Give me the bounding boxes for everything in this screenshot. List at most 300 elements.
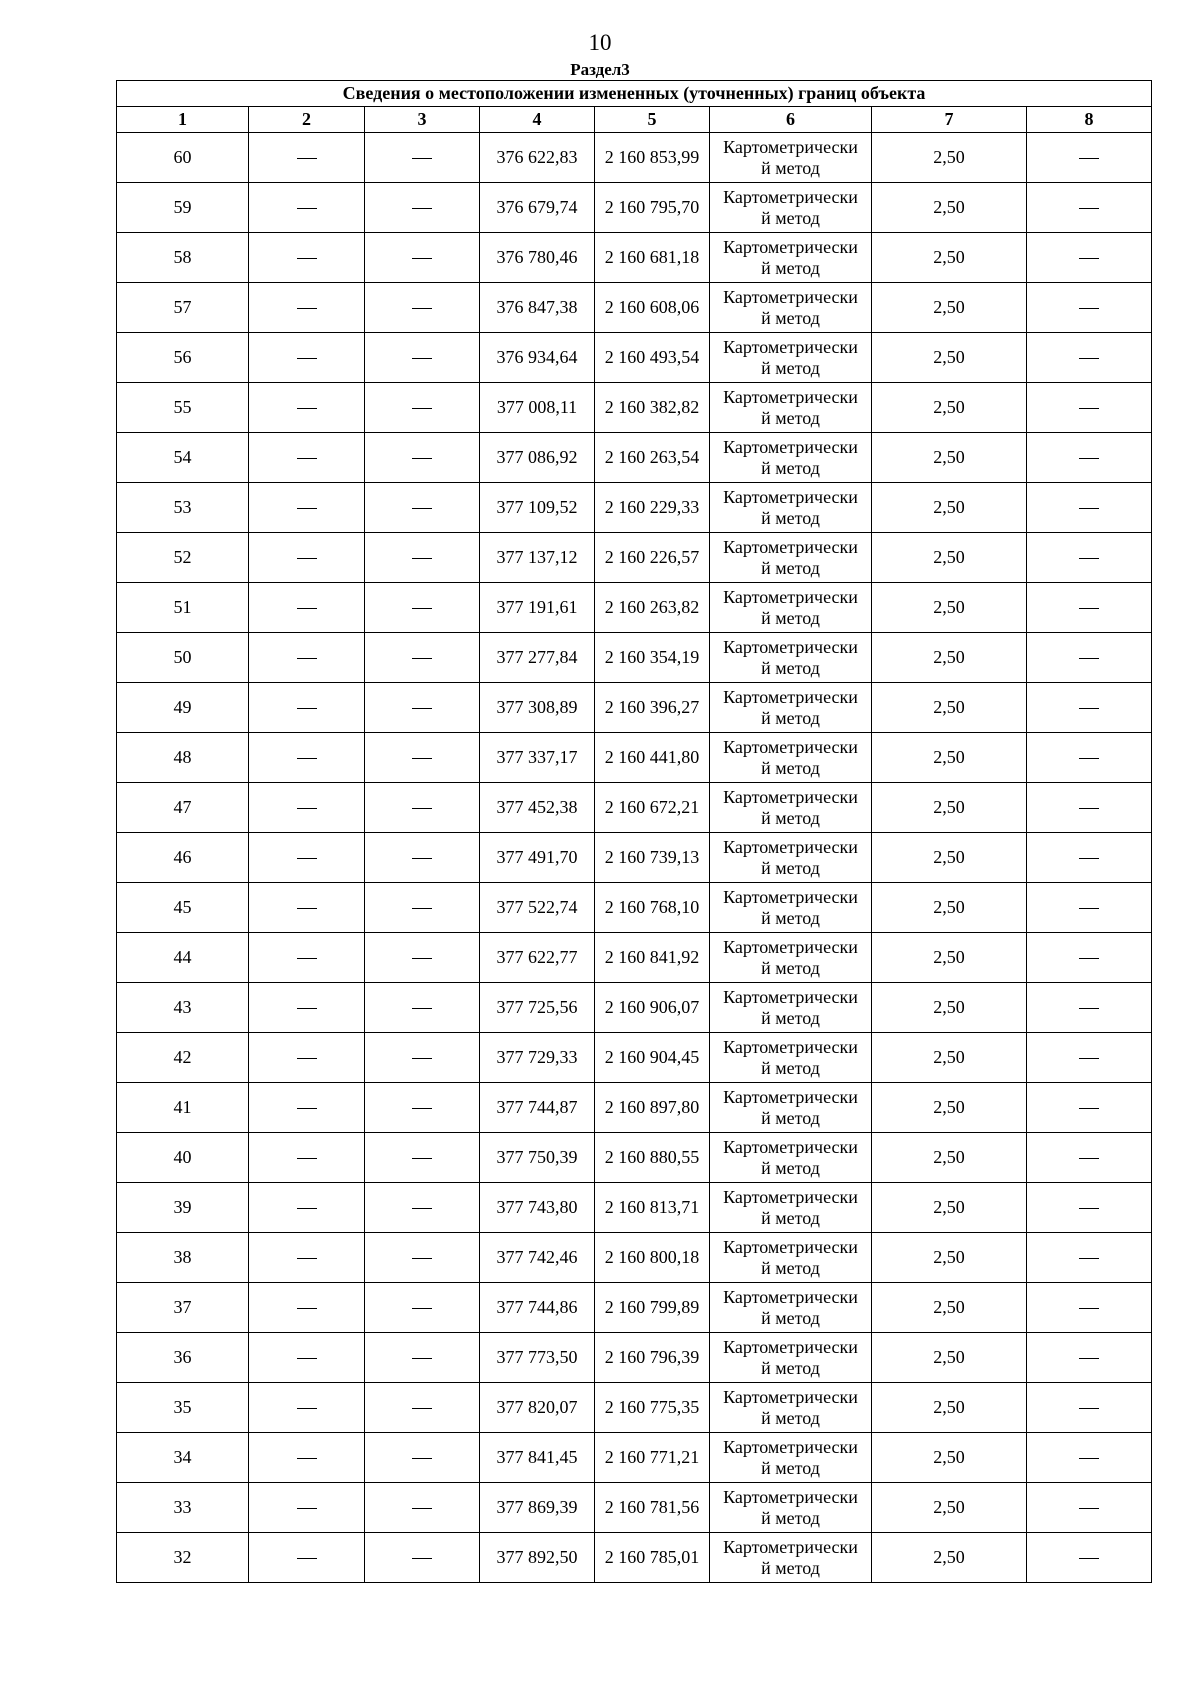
empty-value-cell <box>365 1283 480 1333</box>
empty-value-cell <box>1027 433 1152 483</box>
method-cell <box>710 333 872 383</box>
empty-value-cell <box>249 433 365 483</box>
accuracy-cell: 2,50 <box>872 1183 1027 1233</box>
point-number-cell: 40 <box>117 1133 249 1183</box>
accuracy-cell: 2,50 <box>872 133 1027 183</box>
accuracy-cell: 2,50 <box>872 933 1027 983</box>
method-cell <box>710 1333 872 1383</box>
table-row <box>117 1483 1152 1533</box>
table-row <box>117 1183 1152 1233</box>
table-row <box>117 1233 1152 1283</box>
dash-mark <box>412 858 432 859</box>
dash-mark <box>1079 1008 1099 1009</box>
y-coordinate-cell: 2 160 681,18 <box>595 233 710 283</box>
x-coordinate-cell: 377 892,50 <box>480 1533 595 1583</box>
table-row <box>117 983 1152 1033</box>
accuracy-cell: 2,50 <box>872 183 1027 233</box>
dash-mark <box>297 1308 317 1309</box>
column-header: 1 <box>117 107 249 133</box>
method-line-1: Картометрически <box>723 1436 858 1457</box>
point-number-cell: 57 <box>117 283 249 333</box>
x-coordinate-cell: 377 750,39 <box>480 1133 595 1183</box>
method-line-2: й метод <box>761 607 820 628</box>
empty-value-cell <box>1027 1533 1152 1583</box>
point-number-cell: 50 <box>117 633 249 683</box>
column-header: 2 <box>249 107 365 133</box>
x-coordinate-cell: 376 622,83 <box>480 133 595 183</box>
point-number-cell: 44 <box>117 933 249 983</box>
empty-value-cell <box>1027 633 1152 683</box>
y-coordinate-cell: 2 160 800,18 <box>595 1233 710 1283</box>
dash-mark <box>412 1558 432 1559</box>
method-line-1: Картометрически <box>723 236 858 257</box>
method-line-1: Картометрически <box>723 536 858 557</box>
point-number-cell: 54 <box>117 433 249 483</box>
method-line-2: й метод <box>761 657 820 678</box>
method-cell <box>710 833 872 883</box>
point-number-cell: 42 <box>117 1033 249 1083</box>
table-row <box>117 333 1152 383</box>
empty-value-cell <box>249 583 365 633</box>
empty-value-cell <box>1027 683 1152 733</box>
method-line-1: Картометрически <box>723 636 858 657</box>
dash-mark <box>412 1458 432 1459</box>
y-coordinate-cell: 2 160 795,70 <box>595 183 710 233</box>
table-row <box>117 583 1152 633</box>
dash-mark <box>297 1508 317 1509</box>
method-line-1: Картометрически <box>723 836 858 857</box>
method-line-1: Картометрически <box>723 586 858 607</box>
empty-value-cell <box>249 633 365 683</box>
y-coordinate-cell: 2 160 263,82 <box>595 583 710 633</box>
method-line-2: й метод <box>761 1157 820 1178</box>
method-line-2: й метод <box>761 707 820 728</box>
dash-mark <box>1079 608 1099 609</box>
dash-mark <box>412 458 432 459</box>
accuracy-cell: 2,50 <box>872 333 1027 383</box>
method-cell <box>710 1283 872 1333</box>
method-line-2: й метод <box>761 257 820 278</box>
accuracy-cell: 2,50 <box>872 633 1027 683</box>
method-line-1: Картометрически <box>723 136 858 157</box>
empty-value-cell <box>249 1083 365 1133</box>
y-coordinate-cell: 2 160 813,71 <box>595 1183 710 1233</box>
accuracy-cell: 2,50 <box>872 983 1027 1033</box>
dash-mark <box>297 708 317 709</box>
method-cell <box>710 283 872 333</box>
column-header: 3 <box>365 107 480 133</box>
x-coordinate-cell: 377 191,61 <box>480 583 595 633</box>
accuracy-cell: 2,50 <box>872 1483 1027 1533</box>
method-cell <box>710 683 872 733</box>
dash-mark <box>297 358 317 359</box>
accuracy-cell: 2,50 <box>872 1083 1027 1133</box>
empty-value-cell <box>365 1183 480 1233</box>
empty-value-cell <box>249 233 365 283</box>
dash-mark <box>1079 1108 1099 1109</box>
y-coordinate-cell: 2 160 841,92 <box>595 933 710 983</box>
y-coordinate-cell: 2 160 853,99 <box>595 133 710 183</box>
method-cell <box>710 983 872 1033</box>
dash-mark <box>1079 1458 1099 1459</box>
empty-value-cell <box>249 683 365 733</box>
accuracy-cell: 2,50 <box>872 783 1027 833</box>
x-coordinate-cell: 376 780,46 <box>480 233 595 283</box>
dash-mark <box>1079 958 1099 959</box>
empty-value-cell <box>1027 183 1152 233</box>
point-number-cell: 49 <box>117 683 249 733</box>
point-number-cell: 51 <box>117 583 249 633</box>
empty-value-cell <box>365 1033 480 1083</box>
column-header: 8 <box>1027 107 1152 133</box>
point-number-cell: 52 <box>117 533 249 583</box>
dash-mark <box>1079 208 1099 209</box>
accuracy-cell: 2,50 <box>872 283 1027 333</box>
dash-mark <box>297 1408 317 1409</box>
dash-mark <box>412 1058 432 1059</box>
empty-value-cell <box>365 1333 480 1383</box>
empty-value-cell <box>249 1033 365 1083</box>
method-cell <box>710 183 872 233</box>
empty-value-cell <box>365 1233 480 1283</box>
y-coordinate-cell: 2 160 906,07 <box>595 983 710 1033</box>
table-row <box>117 883 1152 933</box>
method-line-1: Картометрически <box>723 786 858 807</box>
empty-value-cell <box>1027 483 1152 533</box>
method-line-1: Картометрически <box>723 986 858 1007</box>
method-cell <box>710 1533 872 1583</box>
dash-mark <box>1079 908 1099 909</box>
method-line-2: й метод <box>761 1307 820 1328</box>
method-cell <box>710 783 872 833</box>
y-coordinate-cell: 2 160 796,39 <box>595 1333 710 1383</box>
dash-mark <box>412 508 432 509</box>
y-coordinate-cell: 2 160 229,33 <box>595 483 710 533</box>
empty-value-cell <box>365 883 480 933</box>
method-line-2: й метод <box>761 807 820 828</box>
method-cell <box>710 433 872 483</box>
method-cell <box>710 1233 872 1283</box>
accuracy-cell: 2,50 <box>872 1333 1027 1383</box>
table-row <box>117 733 1152 783</box>
accuracy-cell: 2,50 <box>872 833 1027 883</box>
point-number-cell: 35 <box>117 1383 249 1433</box>
table-row <box>117 483 1152 533</box>
accuracy-cell: 2,50 <box>872 483 1027 533</box>
dash-mark <box>412 558 432 559</box>
empty-value-cell <box>365 633 480 683</box>
dash-mark <box>297 808 317 809</box>
empty-value-cell <box>1027 333 1152 383</box>
dash-mark <box>412 1008 432 1009</box>
accuracy-cell: 2,50 <box>872 383 1027 433</box>
x-coordinate-cell: 377 008,11 <box>480 383 595 433</box>
dash-mark <box>1079 758 1099 759</box>
table-row <box>117 1083 1152 1133</box>
y-coordinate-cell: 2 160 768,10 <box>595 883 710 933</box>
y-coordinate-cell: 2 160 781,56 <box>595 1483 710 1533</box>
table-row <box>117 683 1152 733</box>
method-cell <box>710 1133 872 1183</box>
empty-value-cell <box>249 1333 365 1383</box>
empty-value-cell <box>1027 233 1152 283</box>
method-cell <box>710 883 872 933</box>
dash-mark <box>412 1108 432 1109</box>
dash-mark <box>412 658 432 659</box>
table-row <box>117 383 1152 433</box>
dash-mark <box>1079 1058 1099 1059</box>
dash-mark <box>412 1508 432 1509</box>
point-number-cell: 60 <box>117 133 249 183</box>
accuracy-cell: 2,50 <box>872 733 1027 783</box>
method-cell <box>710 1383 872 1433</box>
dash-mark <box>1079 1158 1099 1159</box>
dash-mark <box>297 558 317 559</box>
method-line-1: Картометрически <box>723 736 858 757</box>
y-coordinate-cell: 2 160 672,21 <box>595 783 710 833</box>
method-line-1: Картометрически <box>723 486 858 507</box>
method-line-2: й метод <box>761 1507 820 1528</box>
method-cell <box>710 1183 872 1233</box>
method-line-1: Картометрически <box>723 1386 858 1407</box>
empty-value-cell <box>249 783 365 833</box>
y-coordinate-cell: 2 160 382,82 <box>595 383 710 433</box>
x-coordinate-cell: 377 086,92 <box>480 433 595 483</box>
empty-value-cell <box>249 183 365 233</box>
accuracy-cell: 2,50 <box>872 683 1027 733</box>
method-cell <box>710 133 872 183</box>
method-line-2: й метод <box>761 1357 820 1378</box>
dash-mark <box>1079 258 1099 259</box>
empty-value-cell <box>249 1433 365 1483</box>
method-line-2: й метод <box>761 557 820 578</box>
method-line-2: й метод <box>761 157 820 178</box>
empty-value-cell <box>365 833 480 883</box>
point-number-cell: 56 <box>117 333 249 383</box>
method-cell <box>710 633 872 683</box>
empty-value-cell <box>365 1133 480 1183</box>
accuracy-cell: 2,50 <box>872 1233 1027 1283</box>
empty-value-cell <box>1027 1483 1152 1533</box>
method-line-2: й метод <box>761 757 820 778</box>
dash-mark <box>297 1258 317 1259</box>
method-line-1: Картометрически <box>723 686 858 707</box>
point-number-cell: 39 <box>117 1183 249 1233</box>
y-coordinate-cell: 2 160 354,19 <box>595 633 710 683</box>
x-coordinate-cell: 376 934,64 <box>480 333 595 383</box>
y-coordinate-cell: 2 160 441,80 <box>595 733 710 783</box>
dash-mark <box>412 1358 432 1359</box>
x-coordinate-cell: 377 277,84 <box>480 633 595 683</box>
dash-mark <box>412 908 432 909</box>
dash-mark <box>1079 458 1099 459</box>
accuracy-cell: 2,50 <box>872 1433 1027 1483</box>
method-line-2: й метод <box>761 307 820 328</box>
dash-mark <box>412 708 432 709</box>
point-number-cell: 53 <box>117 483 249 533</box>
dash-mark <box>297 658 317 659</box>
method-line-1: Картометрически <box>723 886 858 907</box>
dash-mark <box>1079 858 1099 859</box>
empty-value-cell <box>249 333 365 383</box>
empty-value-cell <box>249 483 365 533</box>
empty-value-cell <box>365 1083 480 1133</box>
dash-mark <box>412 158 432 159</box>
x-coordinate-cell: 376 679,74 <box>480 183 595 233</box>
x-coordinate-cell: 377 820,07 <box>480 1383 595 1433</box>
accuracy-cell: 2,50 <box>872 433 1027 483</box>
method-line-2: й метод <box>761 457 820 478</box>
x-coordinate-cell: 377 729,33 <box>480 1033 595 1083</box>
empty-value-cell <box>1027 383 1152 433</box>
method-line-1: Картометрически <box>723 386 858 407</box>
method-line-1: Картометрически <box>723 1086 858 1107</box>
y-coordinate-cell: 2 160 771,21 <box>595 1433 710 1483</box>
method-line-1: Картометрически <box>723 1186 858 1207</box>
method-line-2: й метод <box>761 207 820 228</box>
method-cell <box>710 1483 872 1533</box>
point-number-cell: 43 <box>117 983 249 1033</box>
method-cell <box>710 233 872 283</box>
point-number-cell: 32 <box>117 1533 249 1583</box>
dash-mark <box>297 258 317 259</box>
method-line-2: й метод <box>761 1107 820 1128</box>
dash-mark <box>412 608 432 609</box>
boundary-coordinates-table <box>116 80 1152 1583</box>
table-body <box>117 133 1152 1583</box>
empty-value-cell <box>249 1383 365 1433</box>
dash-mark <box>297 1458 317 1459</box>
dash-mark <box>412 958 432 959</box>
method-line-1: Картометрически <box>723 286 858 307</box>
dash-mark <box>297 1008 317 1009</box>
section-title: Раздел3 <box>570 60 630 79</box>
dash-mark <box>297 1058 317 1059</box>
method-cell <box>710 383 872 433</box>
dash-mark <box>297 608 317 609</box>
empty-value-cell <box>249 133 365 183</box>
method-line-2: й метод <box>761 357 820 378</box>
y-coordinate-cell: 2 160 263,54 <box>595 433 710 483</box>
empty-value-cell <box>249 1533 365 1583</box>
method-line-2: й метод <box>761 1407 820 1428</box>
y-coordinate-cell: 2 160 897,80 <box>595 1083 710 1133</box>
empty-value-cell <box>365 283 480 333</box>
empty-value-cell <box>365 533 480 583</box>
dash-mark <box>412 1208 432 1209</box>
empty-value-cell <box>365 133 480 183</box>
empty-value-cell <box>365 483 480 533</box>
table-row <box>117 1033 1152 1083</box>
method-cell <box>710 483 872 533</box>
column-header: 6 <box>710 107 872 133</box>
accuracy-cell: 2,50 <box>872 883 1027 933</box>
dash-mark <box>412 1308 432 1309</box>
empty-value-cell <box>1027 933 1152 983</box>
point-number-cell: 46 <box>117 833 249 883</box>
x-coordinate-cell: 377 869,39 <box>480 1483 595 1533</box>
empty-value-cell <box>1027 533 1152 583</box>
dash-mark <box>1079 1208 1099 1209</box>
empty-value-cell <box>1027 133 1152 183</box>
dash-mark <box>1079 1508 1099 1509</box>
empty-value-cell <box>365 183 480 233</box>
accuracy-cell: 2,50 <box>872 233 1027 283</box>
x-coordinate-cell: 377 773,50 <box>480 1333 595 1383</box>
x-coordinate-cell: 376 847,38 <box>480 283 595 333</box>
x-coordinate-cell: 377 744,86 <box>480 1283 595 1333</box>
empty-value-cell <box>365 383 480 433</box>
accuracy-cell: 2,50 <box>872 533 1027 583</box>
y-coordinate-cell: 2 160 785,01 <box>595 1533 710 1583</box>
method-line-1: Картометрически <box>723 936 858 957</box>
x-coordinate-cell: 377 725,56 <box>480 983 595 1033</box>
dash-mark <box>412 308 432 309</box>
x-coordinate-cell: 377 491,70 <box>480 833 595 883</box>
table-row <box>117 1533 1152 1583</box>
x-coordinate-cell: 377 522,74 <box>480 883 595 933</box>
y-coordinate-cell: 2 160 775,35 <box>595 1383 710 1433</box>
column-header: 7 <box>872 107 1027 133</box>
y-coordinate-cell: 2 160 904,45 <box>595 1033 710 1083</box>
empty-value-cell <box>365 333 480 383</box>
table-row <box>117 233 1152 283</box>
dash-mark <box>1079 508 1099 509</box>
point-number-cell: 47 <box>117 783 249 833</box>
empty-value-cell <box>249 733 365 783</box>
empty-value-cell <box>365 433 480 483</box>
point-number-cell: 55 <box>117 383 249 433</box>
dash-mark <box>1079 708 1099 709</box>
x-coordinate-cell: 377 742,46 <box>480 1233 595 1283</box>
x-coordinate-cell: 377 137,12 <box>480 533 595 583</box>
point-number-cell: 41 <box>117 1083 249 1133</box>
empty-value-cell <box>1027 883 1152 933</box>
method-line-2: й метод <box>761 957 820 978</box>
table-row <box>117 283 1152 333</box>
empty-value-cell <box>249 833 365 883</box>
dash-mark <box>412 1258 432 1259</box>
point-number-cell: 34 <box>117 1433 249 1483</box>
method-line-2: й метод <box>761 507 820 528</box>
empty-value-cell <box>365 783 480 833</box>
method-line-2: й метод <box>761 407 820 428</box>
method-line-2: й метод <box>761 1057 820 1078</box>
x-coordinate-cell: 377 109,52 <box>480 483 595 533</box>
column-header: 4 <box>480 107 595 133</box>
empty-value-cell <box>249 933 365 983</box>
dash-mark <box>297 1358 317 1359</box>
method-cell <box>710 1433 872 1483</box>
dash-mark <box>297 158 317 159</box>
table-row <box>117 433 1152 483</box>
dash-mark <box>1079 358 1099 359</box>
y-coordinate-cell: 2 160 880,55 <box>595 1133 710 1183</box>
dash-mark <box>297 1558 317 1559</box>
accuracy-cell: 2,50 <box>872 1383 1027 1433</box>
empty-value-cell <box>249 1283 365 1333</box>
dash-mark <box>297 308 317 309</box>
empty-value-cell <box>1027 833 1152 883</box>
empty-value-cell <box>1027 1283 1152 1333</box>
empty-value-cell <box>365 983 480 1033</box>
accuracy-cell: 2,50 <box>872 1033 1027 1083</box>
empty-value-cell <box>249 1133 365 1183</box>
empty-value-cell <box>1027 1233 1152 1283</box>
point-number-cell: 58 <box>117 233 249 283</box>
empty-value-cell <box>249 383 365 433</box>
dash-mark <box>412 408 432 409</box>
